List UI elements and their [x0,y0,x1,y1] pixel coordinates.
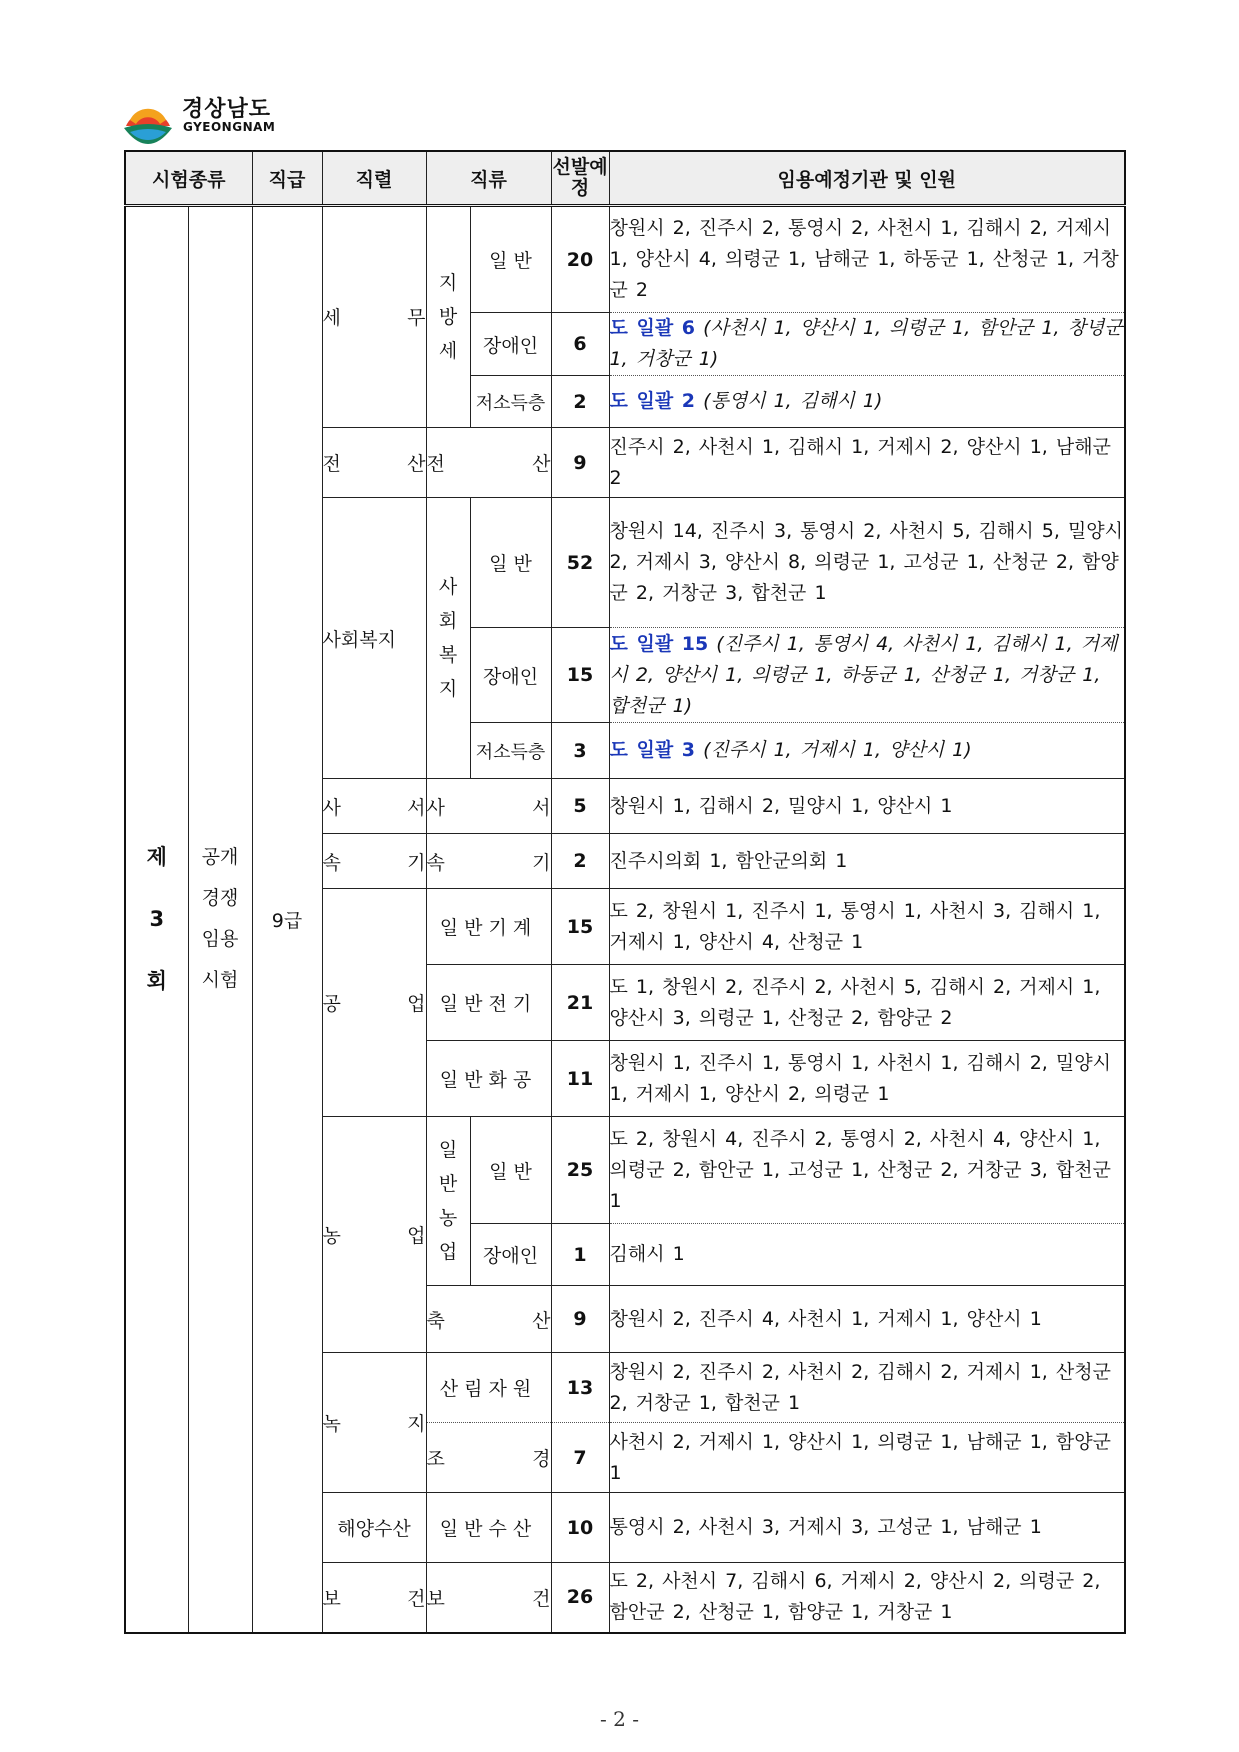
planned-count: 15 [551,889,609,965]
class-label: 일 반 [470,206,551,313]
planned-count: 1 [551,1224,609,1286]
org-list [609,313,1125,376]
sub-general-agriculture: 일 반 농 업 [426,1117,470,1286]
class-label: 일 반 [470,1117,551,1224]
planned-count: 52 [551,498,609,628]
round-char2: 회 [146,969,167,994]
org-list: 창원시 1, 김해시 2, 밀양시 1, 양산시 1 [609,779,1125,834]
class-label: 축 산 [426,1286,551,1353]
header-grade: 직급 [252,151,322,206]
class-label: 저소득층 [470,723,551,779]
exam-type-line: 임용 [201,928,239,951]
exam-round [125,206,188,1633]
exam-type-line: 공개 [201,846,239,869]
planned-count: 3 [551,723,609,779]
sub-local-tax: 지 방 세 [426,206,470,428]
org-lead: 도 일괄 3 [609,739,696,761]
series-agriculture: 농 업 [322,1117,426,1353]
exam-type [188,206,252,1633]
exam-type-line: 경쟁 [201,887,239,910]
header-class: 직류 [426,151,551,206]
org-detail: (진주시 1, 통영시 4, 사천시 1, 김해시 1, 거제시 2, 양산시 1, 의령군 1, 하동군 1, 산청군 1, 거창군 1, 합천군 1) [609,632,1118,717]
logo-korean-text: 경상남도 [182,97,272,122]
class-label: 일반수산 [426,1493,551,1563]
org-list: 창원시 1, 진주시 1, 통영시 1, 사천시 1, 김해시 2, 밀양시 1, 거제시 1, 양산시 2, 의령군 1 [609,1041,1125,1117]
org-list: 창원시 2, 진주시 4, 사천시 1, 거제시 1, 양산시 1 [609,1286,1125,1353]
org-list [609,376,1125,428]
class-label: 저소득층 [470,376,551,428]
class-label: 장애인 [470,313,551,376]
planned-count: 21 [551,965,609,1041]
header-series: 직렬 [322,151,426,206]
planned-count: 11 [551,1041,609,1117]
org-list: 창원시 2, 진주시 2, 사천시 2, 김해시 2, 거제시 1, 산청군 2, 거창군 1, 합천군 1 [609,1353,1125,1423]
class-label: 일반기계 [426,889,551,965]
series-marine: 해양수산 [322,1493,426,1563]
class-label: 보 건 [426,1563,551,1633]
planned-count: 13 [551,1353,609,1423]
org-detail: (진주시 1, 거제시 1, 양산시 1) [703,739,972,761]
header-org: 임용예정기관 및 인원 [609,151,1125,206]
class-label: 일반전기 [426,965,551,1041]
planned-count: 20 [551,206,609,313]
header-exam-type: 시험종류 [125,151,252,206]
class-label: 일반화공 [426,1041,551,1117]
gyeongnam-emblem-icon [120,90,176,146]
planned-count: 9 [551,1286,609,1353]
org-list: 통영시 2, 사천시 3, 거제시 3, 고성군 1, 남해군 1 [609,1493,1125,1563]
series-industry: 공 업 [322,889,426,1117]
planned-count: 26 [551,1563,609,1633]
header-row [125,151,1125,206]
gyeongnam-logo [120,90,280,146]
org-list: 진주시 2, 사천시 1, 김해시 1, 거제시 2, 양산시 1, 남해군 2 [609,428,1125,498]
org-list: 도 2, 창원시 4, 진주시 2, 통영시 2, 사천시 4, 양산시 1, 의령군 2, 함안군 1, 고성군 1, 산청군 2, 거창군 3, 합천군 1 [609,1117,1125,1224]
page-number: - 2 - [600,1707,639,1731]
class-label: 전 산 [426,428,551,498]
planned-count: 5 [551,779,609,834]
series-welfare: 사회복지 [322,498,426,779]
class-label: 장애인 [470,628,551,723]
class-label: 산림자원 [426,1353,551,1423]
round-num: 3 [149,907,165,932]
header-planned: 선발예정 [551,151,609,206]
org-list: 진주시의회 1, 함안군의회 1 [609,834,1125,889]
planned-count: 7 [551,1423,609,1493]
org-list [609,723,1125,779]
series-stenographer: 속 기 [322,834,426,889]
class-label: 일 반 [470,498,551,628]
sub-welfare: 사 회 복 지 [426,498,470,779]
round-char1: 제 [146,845,167,870]
series-health: 보 건 [322,1563,426,1633]
series-green: 녹 지 [322,1353,426,1493]
table-row [125,206,1125,313]
planned-count: 15 [551,628,609,723]
class-label: 조 경 [426,1423,551,1493]
class-label: 속 기 [426,834,551,889]
org-lead: 도 일괄 15 [609,632,709,655]
logo-english-text: GYEONGNAM [183,120,276,134]
planned-count: 9 [551,428,609,498]
org-list: 도 2, 사천시 7, 김해시 6, 거제시 2, 양산시 2, 의령군 2, 함안군 2, 산청군 1, 함양군 1, 거창군 1 [609,1563,1125,1633]
org-list [609,628,1125,723]
org-detail: (통영시 1, 김해시 1) [703,390,883,412]
planned-count: 2 [551,376,609,428]
planned-count: 25 [551,1117,609,1224]
org-list: 도 1, 창원시 2, 진주시 2, 사천시 5, 김해시 2, 거제시 1, 양산시 3, 의령군 1, 산청군 2, 함양군 2 [609,965,1125,1041]
planned-count: 6 [551,313,609,376]
org-list: 김해시 1 [609,1224,1125,1286]
planned-count: 10 [551,1493,609,1563]
recruitment-table [124,150,1126,1634]
org-lead: 도 일괄 6 [609,317,696,339]
org-detail: (사천시 1, 양산시 1, 의령군 1, 함안군 1, 창녕군 1, 거창군 1) [609,317,1123,370]
exam-grade: 9급 [252,206,322,1633]
planned-count: 2 [551,834,609,889]
series-tax: 세 무 [322,206,426,428]
org-list: 창원시 2, 진주시 2, 통영시 2, 사천시 1, 김해시 2, 거제시 1, 양산시 4, 의령군 1, 남해군 1, 하동군 1, 산청군 1, 거창군 2 [609,206,1125,313]
org-list: 사천시 2, 거제시 1, 양산시 1, 의령군 1, 남해군 1, 함양군 1 [609,1423,1125,1493]
org-lead: 도 일괄 2 [609,390,696,412]
exam-type-line: 시험 [201,969,239,992]
org-list: 창원시 14, 진주시 3, 통영시 2, 사천시 5, 김해시 5, 밀양시 2, 거제시 3, 양산시 8, 의령군 1, 고성군 1, 산청군 2, 함양군 2, 거창군 3, 합천군 1 [609,498,1125,628]
class-label: 사 서 [426,779,551,834]
org-list: 도 2, 창원시 1, 진주시 1, 통영시 1, 사천시 3, 김해시 1, 거제시 1, 양산시 4, 산청군 1 [609,889,1125,965]
series-computing: 전 산 [322,428,426,498]
class-label: 장애인 [470,1224,551,1286]
series-librarian: 사 서 [322,779,426,834]
